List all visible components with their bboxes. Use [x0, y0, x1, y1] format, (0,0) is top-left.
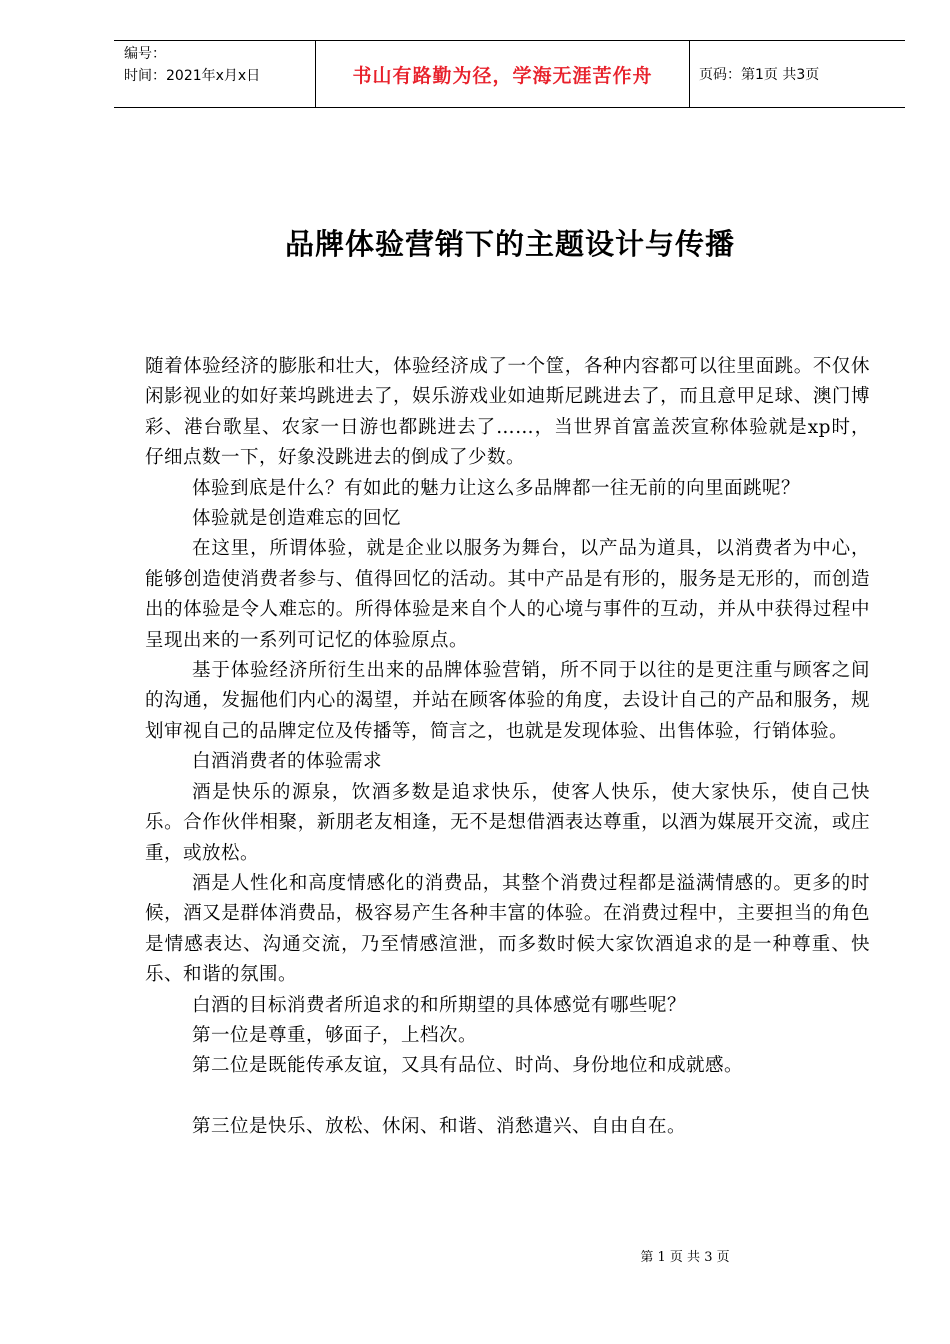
- paragraph: 在这里，所谓体验，就是企业以服务为舞台，以产品为道具，以消费者为中心，能够创造使消费者参与、值得回忆的活动。其中产品是有形的，服务是无形的，而创造出的体验是令人难忘的。所得体验是来自个人的心境与事件的互动，并从中获得过程中呈现出来的一系列可记忆的体验原点。: [145, 538, 870, 651]
- header-motto: 书山有路勤为径，学海无涯苦作舟: [352, 64, 653, 87]
- paragraph: 第一位是尊重，够面子，上档次。: [192, 1024, 478, 1046]
- number-label: 编号：: [124, 46, 166, 62]
- time-label: 时间：2021年x月x日: [124, 68, 261, 84]
- header-page-info: 页码：第1页 共3页: [699, 67, 820, 83]
- paragraph: 基于体验经济所衍生出来的品牌体验营销，所不同于以往的是更注重与顾客之间的沟通，发掘他们内心的渴望，并站在顾客体验的角度，去设计自己的产品和服务，规划审视自己的品牌定位及传播等，简言之，也就是发现体验、出售体验，行销体验。: [145, 660, 870, 742]
- page-footer: 第 1 页 共 3 页: [640, 1250, 730, 1265]
- paragraph: 白酒的目标消费者所追求的和所期望的具体感觉有哪些呢？: [192, 994, 687, 1016]
- paragraph: 第三位是快乐、放松、休闲、和谐、消愁遣兴、自由自在。: [192, 1115, 687, 1137]
- paragraph: 随着体验经济的膨胀和壮大，体验经济成了一个筐，各种内容都可以往里面跳。不仅休闲影视业的如好莱坞跳进去了，娱乐游戏业如迪斯尼跳进去了，而且意甲足球、澳门博彩、港台歌星、农家一日游也都跳进去了……，当世界首富盖茨宣称体验就是xp时，仔细点数一下，好象没跳进去的倒成了少数。: [145, 356, 870, 469]
- paragraph: 酒是快乐的源泉，饮酒多数是追求快乐，使客人快乐，使大家快乐，使自己快乐。合作伙伴相聚，新朋老友相逢，无不是想借酒表达尊重，以酒为媒展开交流，或庄重，或放松。: [145, 781, 870, 864]
- section-heading: 体验就是创造难忘的回忆: [192, 508, 402, 530]
- header-meta: [124, 43, 260, 87]
- document-body: [145, 352, 870, 1142]
- paragraph: 第二位是既能传承友谊，又具有品位、时尚、身份地位和成就感。: [192, 1055, 744, 1077]
- document-title: 品牌体验营销下的主题设计与传播: [284, 227, 735, 261]
- header-divider: [689, 41, 690, 107]
- paragraph: 酒是人性化和高度情感化的消费品，其整个消费过程都是溢满情感的。更多的时候，酒又是群体消费品，极容易产生各种丰富的体验。在消费过程中，主要担当的角色是情感表达、沟通交流，乃至情感渲泄，而多数时候大家饮酒追求的是一种尊重、快乐、和谐的氛围。: [145, 872, 870, 986]
- paragraph: 体验到底是什么？有如此的魅力让这么多品牌都一往无前的向里面跳呢？: [192, 477, 801, 499]
- section-heading: 白酒消费者的体验需求: [192, 751, 383, 773]
- page-header: [114, 40, 905, 108]
